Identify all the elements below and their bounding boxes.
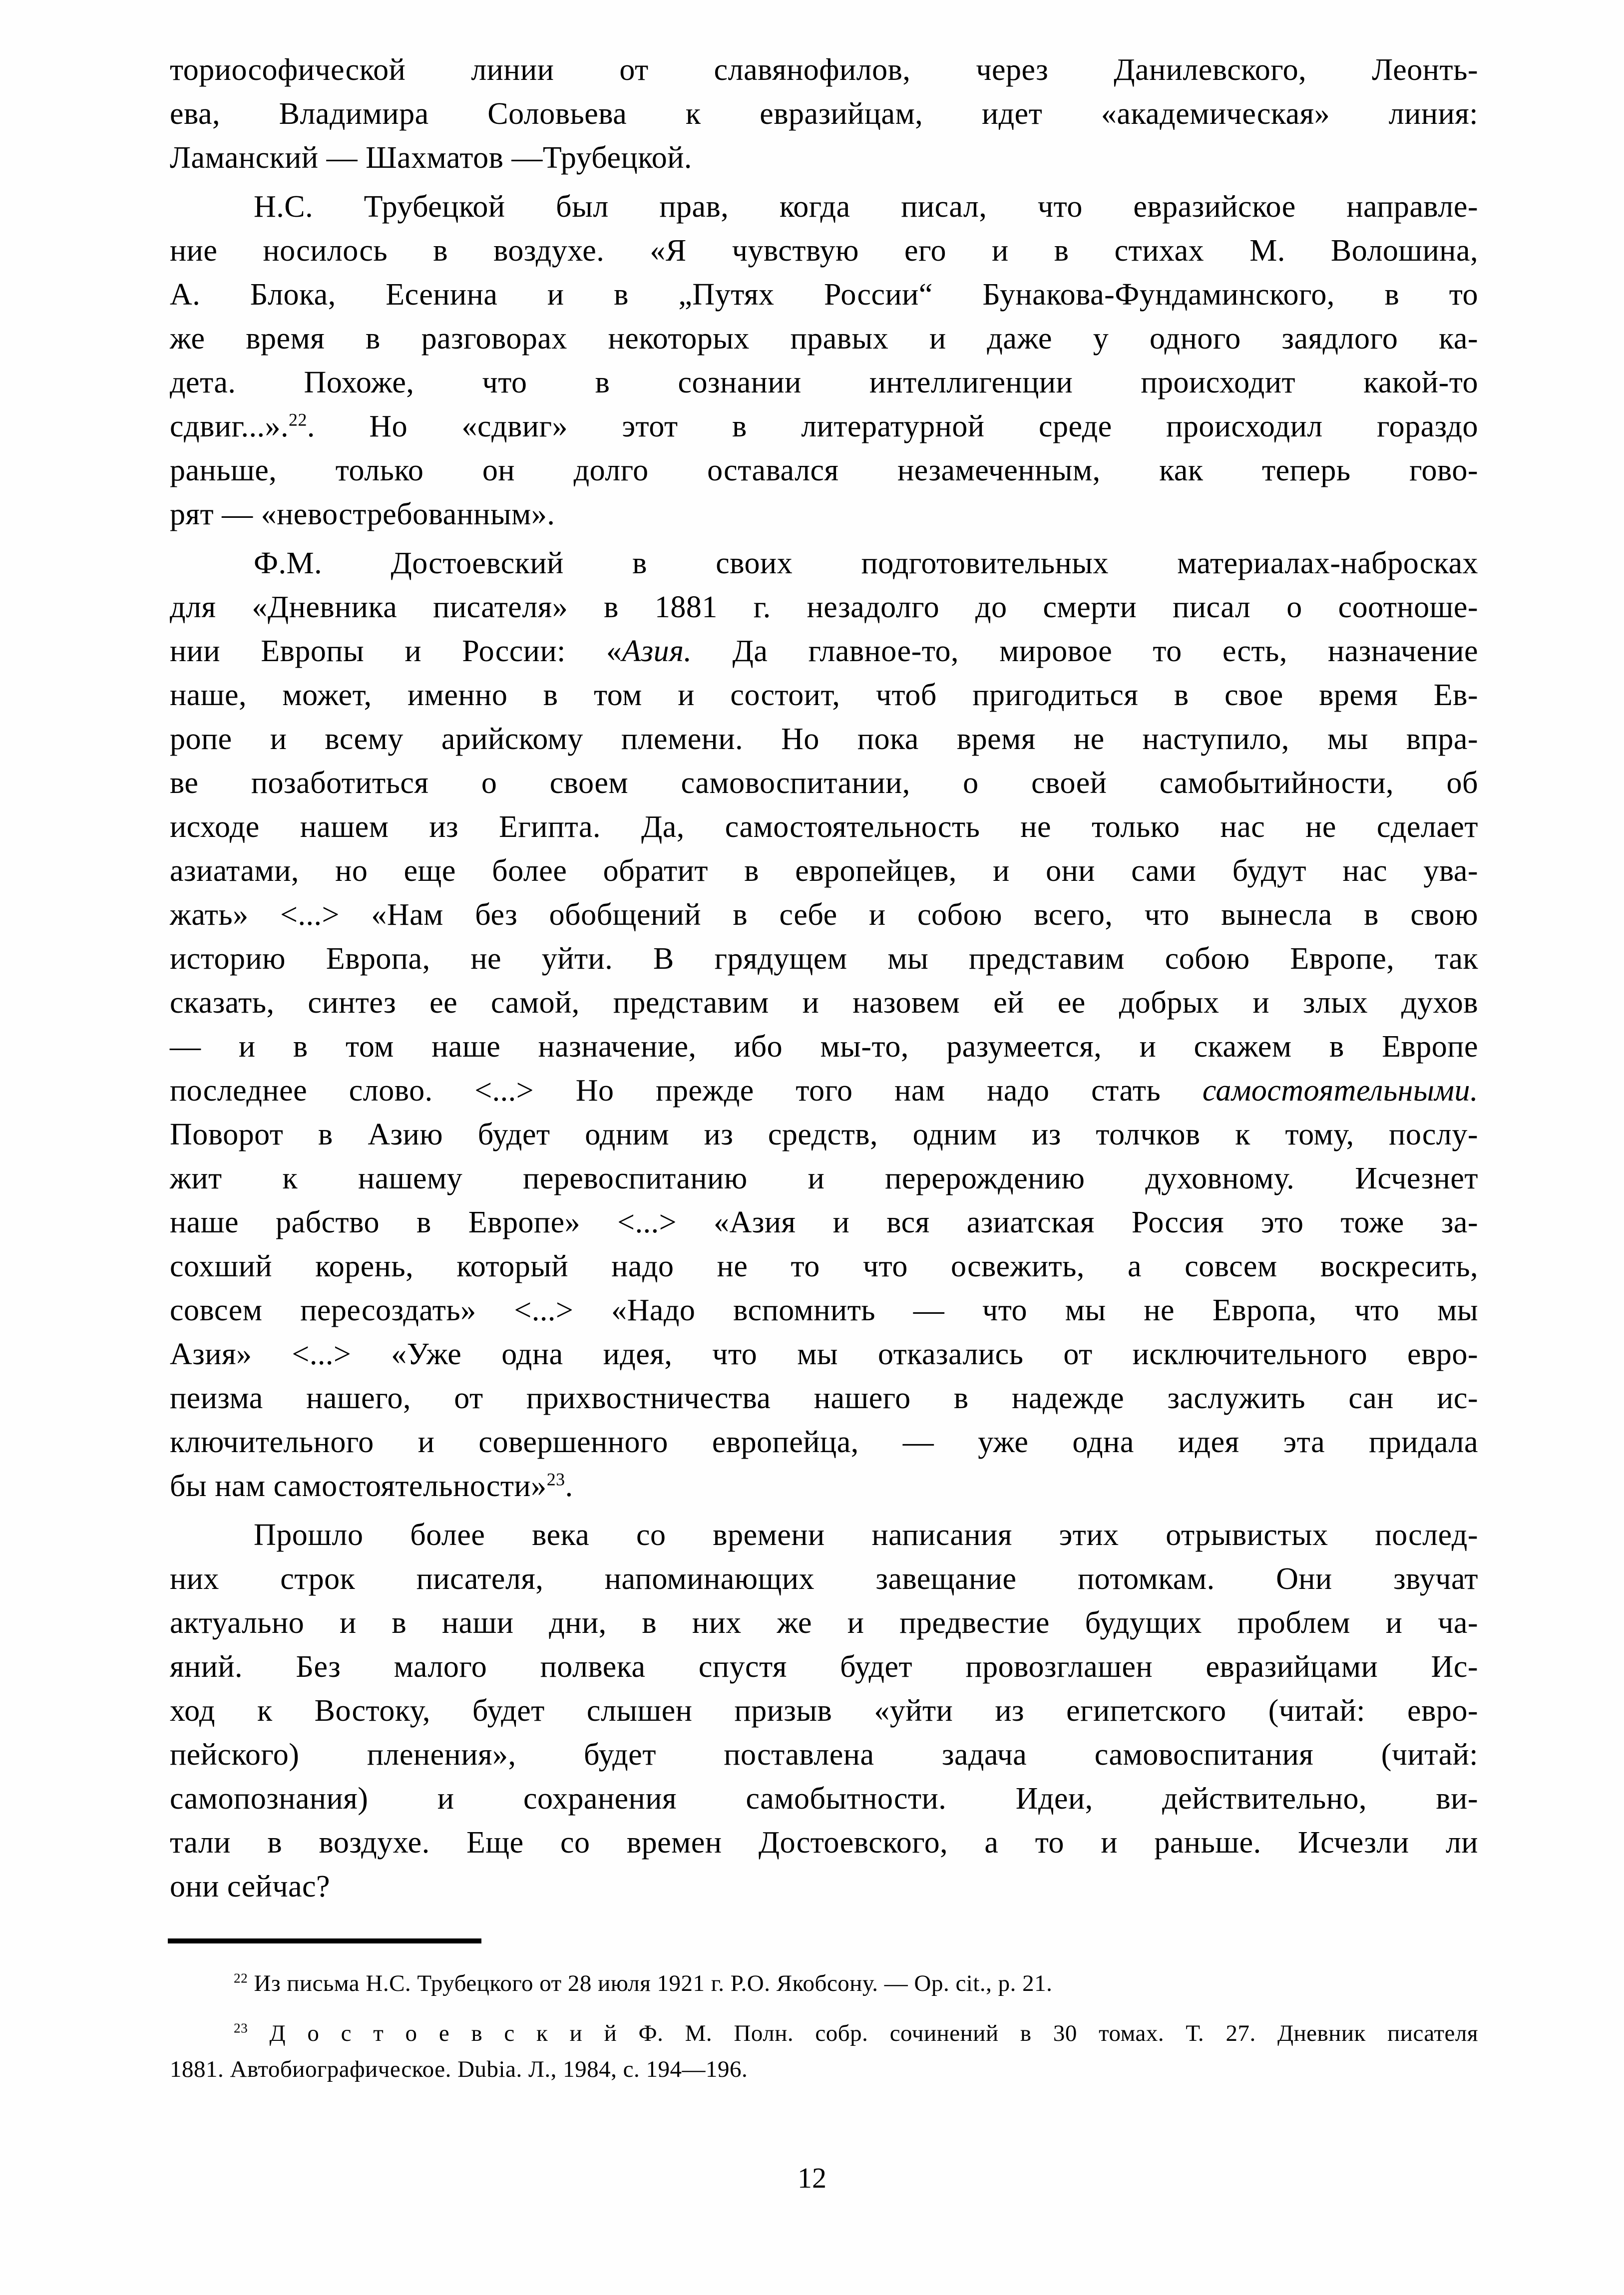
footnote-line: $^{22}$ Из письма Н.С. Трубецкого от 28 июля 1921 г. Р.О. Якобсону. — Op. cit., p. 21. (234, 1970, 1053, 1996)
text-line: Азия» <...> «Уже одна идея, что мы отказались от исключительного евро- (170, 1337, 1478, 1371)
text-line: них строк писателя, напоминающих завещание потомкам. Они звучат (170, 1562, 1478, 1596)
text-line: азиатами, но еще более обратит в европейцев, и они сами будут нас ува- (170, 854, 1478, 888)
text-line: сдвиг...».$^{22}$. Но «сдвиг» этот в литературной среде происходил гораздо (170, 409, 1478, 443)
text-line: сохший корень, который надо не то что освежить, а совсем воскресить, (170, 1249, 1478, 1283)
text-line: ториософической линии от славянофилов, через Данилевского, Леонть- (170, 53, 1478, 87)
text-line: яний. Без малого полвека спустя будет провозглашен евразийцами Ис- (170, 1650, 1478, 1684)
text-line: пейского) пленения», будет поставлена задача самовоспитания (читай: (170, 1738, 1478, 1772)
footnote (170, 1965, 1478, 2001)
footnote-marker: 22 (234, 1970, 248, 1986)
text-line: ход к Востоку, будет слышен призыв «уйти из египетского (читай: евро- (170, 1694, 1478, 1728)
text-line: актуально и в наши дни, в них же и предвестие будущих проблем и ча- (170, 1606, 1478, 1640)
text-line: — и в том наше назначение, ибо мы-то, разумеется, и скажем в Европе (170, 1030, 1478, 1064)
text-line: А. Блока, Есенина и в „Путях России“ Бунакова-Фундаминского, в то (170, 278, 1478, 312)
text-line: ние носилось в воздухе. «Я чувствую его и в стихах М. Волошина, (170, 234, 1478, 268)
paragraph (170, 541, 1478, 1508)
text-line: ропе и всему арийскому племени. Но пока время не наступило, мы впра- (170, 722, 1478, 756)
text-line: нии Европы и России: «Азия. Да главное-то, мировое то есть, назначение (170, 634, 1478, 668)
text-line: рят — «невостребованным». (170, 497, 555, 531)
text-line: самопознания) и сохранения самобытности. Идеи, действительно, ви- (170, 1782, 1478, 1816)
text-line: тали в воздухе. Еще со времен Достоевского, а то и раньше. Исчезли ли (170, 1826, 1478, 1860)
page-number: 12 (798, 2162, 826, 2194)
footnote-line: $^{23}$ Д о с т о е в с к и й Ф. М. Полн. собр. сочинений в 30 томах. Т. 27. Дневник писателя (234, 2020, 1478, 2046)
text-line: последнее слово. <...> Но прежде того нам надо стать самостоятельными. (170, 1074, 1478, 1108)
text-line: сказать, синтез ее самой, представим и назовем ей ее добрых и злых духов (170, 986, 1478, 1020)
text-line: же время в разговорах некоторых правых и даже у одного заядлого ка- (170, 322, 1478, 356)
paragraph (170, 185, 1478, 536)
footnote-separator (168, 1938, 481, 1943)
text-line: пеизма нашего, от прихвостничества нашего в надежде заслужить сан ис- (170, 1381, 1478, 1415)
text-line: ключительного и совершенного европейца, — уже одна идея эта придала (170, 1425, 1478, 1459)
text-line: ева, Владимира Соловьева к евразийцам, идет «академическая» линия: (170, 97, 1478, 131)
footnotes (170, 1965, 1478, 2101)
footnote (170, 2015, 1478, 2087)
text-line: исходе нашем из Египта. Да, самостоятельность не только нас не сделает (170, 810, 1478, 844)
text-line: историю Европа, не уйти. В грядущем мы представим собою Европе, так (170, 942, 1478, 976)
footnote-marker: 23 (234, 2020, 248, 2036)
text-line: Ламанский — Шахматов —Трубецкой. (170, 141, 692, 175)
text-line: совсем пересоздать» <...> «Надо вспомнить — что мы не Европа, что мы (170, 1293, 1478, 1327)
text-line: наше, может, именно в том и состоит, чтоб пригодиться в свое время Ев- (170, 678, 1478, 712)
text-line: наше рабство в Европе» <...> «Азия и вся азиатская Россия это тоже за- (170, 1205, 1478, 1239)
main-text (170, 48, 1478, 1913)
text-line: для «Дневника писателя» в 1881 г. незадолго до смерти писал о соотноше- (170, 590, 1478, 624)
text-line: ве позаботиться о своем самовоспитании, о своей самобытийности, об (170, 766, 1478, 800)
paragraph (170, 48, 1478, 180)
text-line: Прошло более века со времени написания этих отрывистых послед- (254, 1518, 1478, 1552)
text-line: жит к нашему перевоспитанию и перерождению духовному. Исчезнет (170, 1161, 1478, 1195)
text-line: Н.С. Трубецкой был прав, когда писал, что евразийское направле- (254, 190, 1478, 224)
text-line: они сейчас? (170, 1870, 331, 1904)
text-line: бы нам самостоятельности»$^{23}$. (170, 1469, 573, 1503)
text-line: Поворот в Азию будет одним из средств, одним из толчков к тому, послу- (170, 1118, 1478, 1151)
footnote-line: 1881. Автобиографическое. Dubia. Л., 1984, с. 194—196. (170, 2056, 748, 2082)
paragraph (170, 1513, 1478, 1909)
text-line: Ф.М. Достоевский в своих подготовительных материалах-набросках (254, 546, 1478, 580)
text-line: раньше, только он долго оставался незамеченным, как теперь гово- (170, 453, 1478, 487)
text-line: дета. Похоже, что в сознании интеллигенции происходит какой-то (170, 366, 1478, 399)
text-line: жать» <...> «Нам без обобщений в себе и собою всего, что вынесла в свою (170, 898, 1478, 932)
